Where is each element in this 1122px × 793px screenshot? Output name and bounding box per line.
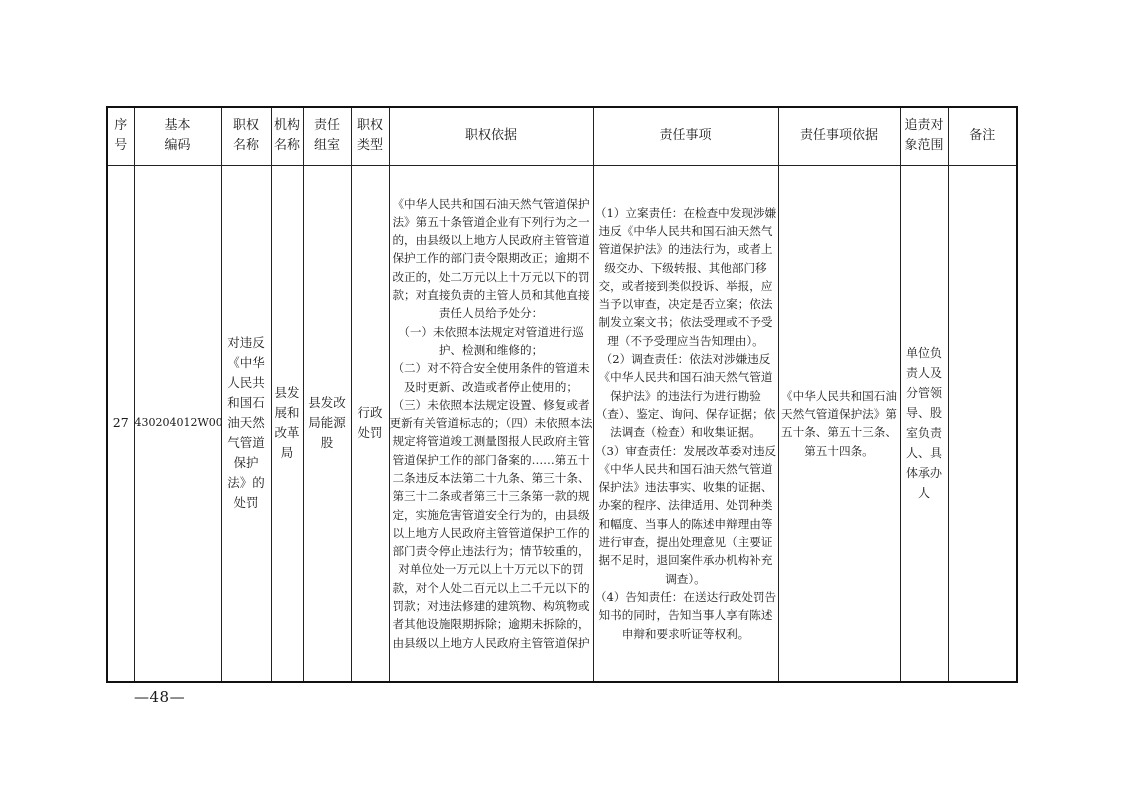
basis-paragraph: （二）对不符合安全使用条件的管道未及时更新、改造或者停止使用的； <box>392 361 590 394</box>
header-type: 职权类型 <box>351 107 389 165</box>
header-row <box>107 107 1017 165</box>
basis-paragraph: （三）未依照本法规定设置、修复或者更新有关管道标志的；（四）未依照本法规定将管道竣工测量图报人民政府主管管道保护工作的部门备案的……第五十二条违反本法第二十九条、第三十条、第三十二条或者第三十三条第一款的规定，实施危害管道安全行为的，由县级以上地方人民政府主管管道保护工作的部门责令停止违法行为；情节较重的，对单位处一万元以上十万元以下的罚款，对个人处二百元以上二千元以下的罚款；对违法修建的建筑物、构筑物或者其他设施限期拆除；逾期未拆除的，由县级以上地方人民政府主管管道保护 <box>389 397 593 650</box>
header-remark: 备注 <box>948 107 1017 165</box>
cell-duty-basis: 《中华人民共和国石油天然气管道保护法》第五十条、第五十三条、第五十四条。 <box>778 165 900 682</box>
header-code: 基本编码 <box>134 107 221 165</box>
cell-dept: 县发改局能源股 <box>303 165 351 682</box>
header-duty-basis: 责任事项依据 <box>778 107 900 165</box>
table-row <box>107 165 1017 682</box>
cell-code: 430204012W00 <box>134 165 221 682</box>
basis-paragraph: 《中华人民共和国石油天然气管道保护法》第五十条管道企业有下列行为之一的，由县级以上地方人民政府主管管道保护工作的部门责令限期改正；逾期不改正的，处二万元以上十万元以下的罚款；对直接负责的主管人员和其他直接责任人员给予处分： <box>392 196 590 321</box>
duty-paragraph: （1）立案责任：在检查中发现涉嫌违反《中华人民共和国石油天然气管道保护法》的违法行为，或者上级交办、下级转报、其他部门移交，或者接到类似投诉、举报，应当予以审查，决定是否立案；依法制发立案文书；依法受理或不予受理（不予受理应当告知理由）。 <box>594 205 777 348</box>
duty-paragraph: （4）告知责任：在送达行政处罚告知书的同时，告知当事人享有陈述申辩和要求听证等权利。 <box>594 589 777 641</box>
header-org: 机构名称 <box>271 107 303 165</box>
cell-name: 对违反《中华人民共和国石油天然气管道保护法》的处罚 <box>221 165 271 682</box>
header-dept: 责任组室 <box>303 107 351 165</box>
cell-basis <box>389 165 593 682</box>
header-duty: 责任事项 <box>593 107 778 165</box>
header-basis: 职权依据 <box>389 107 593 165</box>
responsibility-table <box>106 106 1018 683</box>
cell-scope: 单位负责人及分管领导、股室负责人、具体承办人 <box>900 165 948 682</box>
cell-type: 行政处罚 <box>351 165 389 682</box>
header-scope: 追责对象范围 <box>900 107 948 165</box>
cell-seq: 27 <box>107 165 134 682</box>
header-name: 职权名称 <box>221 107 271 165</box>
cell-duty <box>593 165 778 682</box>
cell-remark <box>948 165 1017 682</box>
duty-paragraph: （3）审查责任：发展改革委对违反《中华人民共和国石油天然气管道保护法》违法事实、收集的证据、办案的程序、法律适用、处罚种类和幅度、当事人的陈述申辩理由等进行审查，提出处理意见（主要证据不足时，退回案件承办机构补充调查）。 <box>594 443 777 586</box>
header-seq: 序号 <box>107 107 134 165</box>
duty-paragraph: （2）调查责任：依法对涉嫌违反《中华人民共和国石油天然气管道保护法》的违法行为进行勘验（查）、鉴定、询问、保存证据；依法调查（检查）和收集证据。 <box>595 352 776 440</box>
cell-org: 县发展和改革局 <box>271 165 303 682</box>
basis-paragraph: （一）未依照本法规定对管道进行巡护、检测和维修的； <box>398 324 584 357</box>
page-number: —48— <box>134 688 186 706</box>
